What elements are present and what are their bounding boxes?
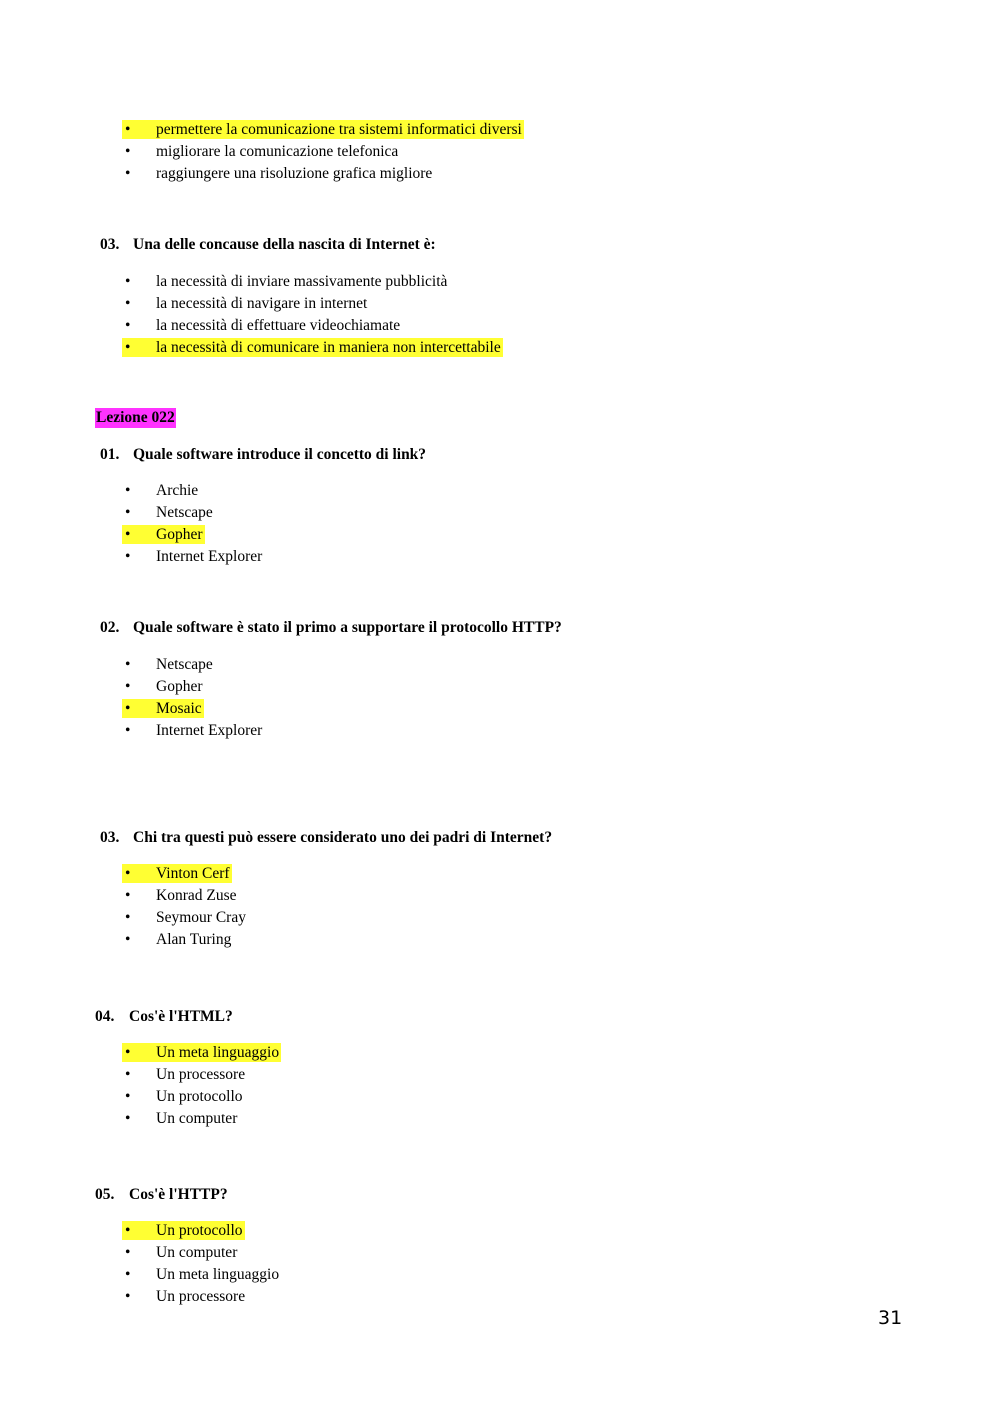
answer-option: [122, 928, 248, 950]
question-heading: [100, 234, 436, 256]
option-text: Gopher: [156, 525, 203, 543]
bullet-icon: •: [125, 699, 131, 717]
bullet-icon: •: [125, 721, 131, 739]
answer-option: [122, 545, 264, 567]
answer-option-highlighted: [122, 697, 264, 719]
question-number: 03.: [100, 236, 120, 253]
option-mark: [122, 338, 503, 357]
bullet-icon: •: [125, 481, 131, 499]
bullet-icon: •: [125, 338, 131, 356]
option-mark: [122, 655, 215, 674]
bullet-icon: •: [125, 294, 131, 312]
answer-option: [122, 1107, 281, 1129]
option-text: Un processore: [156, 1065, 246, 1083]
bullet-icon: •: [125, 164, 131, 182]
answer-option: [122, 653, 264, 675]
answer-list: [122, 118, 524, 184]
answer-option: [122, 675, 264, 697]
answer-option: [122, 270, 503, 292]
answer-list: [122, 1041, 281, 1129]
option-text: raggiungere una risoluzione grafica migliore: [156, 164, 433, 182]
answer-option: [122, 1285, 281, 1307]
bullet-icon: •: [125, 1265, 131, 1283]
option-mark: [122, 864, 232, 883]
question-text: Quale software è stato il primo a supportare il protocollo HTTP?: [133, 619, 562, 636]
option-text: Seymour Cray: [156, 908, 246, 926]
answer-list: [122, 1219, 281, 1307]
answer-option: [122, 1241, 281, 1263]
answer-option: [122, 162, 524, 184]
answer-list: [122, 270, 503, 358]
question-heading: [95, 1006, 233, 1028]
option-text: Internet Explorer: [156, 721, 263, 739]
question-number: 04.: [95, 1008, 115, 1025]
answer-option-highlighted: [122, 118, 524, 140]
option-mark: [122, 294, 369, 313]
question-number: 03.: [100, 829, 120, 846]
option-mark: [122, 142, 400, 161]
bullet-icon: •: [125, 1065, 131, 1083]
option-mark: [122, 930, 233, 949]
option-text: Gopher: [156, 677, 203, 695]
bullet-icon: •: [125, 120, 131, 138]
question-number: 02.: [100, 619, 120, 636]
bullet-icon: •: [125, 930, 131, 948]
option-mark: [122, 677, 205, 696]
page-number: 31: [878, 1307, 903, 1329]
option-mark: [122, 120, 524, 139]
option-text: Un meta linguaggio: [156, 1043, 280, 1061]
option-mark: [122, 721, 264, 740]
answer-option: [122, 719, 264, 741]
option-text: Un computer: [156, 1109, 238, 1127]
bullet-icon: •: [125, 677, 131, 695]
answer-option: [122, 1063, 281, 1085]
option-text: permettere la comunicazione tra sistemi informatici diversi: [156, 120, 522, 138]
option-mark: [122, 272, 449, 291]
option-text: Un protocollo: [156, 1221, 243, 1239]
answer-option-highlighted: [122, 862, 248, 884]
answer-option: [122, 1263, 281, 1285]
option-text: Un computer: [156, 1243, 238, 1261]
answer-option-highlighted: [122, 336, 503, 358]
answer-list: [122, 479, 264, 567]
answer-option-highlighted: [122, 523, 264, 545]
question-number: 01.: [100, 446, 120, 463]
option-text: Archie: [156, 481, 199, 499]
option-text: la necessità di effettuare videochiamate: [156, 316, 401, 334]
option-mark: [122, 316, 402, 335]
question-heading: [100, 617, 562, 639]
option-text: la necessità di navigare in internet: [156, 294, 368, 312]
question-number: 05.: [95, 1186, 115, 1203]
bullet-icon: •: [125, 1287, 131, 1305]
bullet-icon: •: [125, 525, 131, 543]
option-mark: [122, 503, 215, 522]
question-text: Cos'è l'HTML?: [129, 1008, 233, 1025]
answer-option: [122, 140, 524, 162]
answer-option: [122, 906, 248, 928]
bullet-icon: •: [125, 1243, 131, 1261]
option-text: Vinton Cerf: [156, 864, 230, 882]
answer-list: [122, 653, 264, 741]
bullet-icon: •: [125, 655, 131, 673]
answer-option: [122, 884, 248, 906]
bullet-icon: •: [125, 1221, 131, 1239]
answer-option: [122, 292, 503, 314]
answer-option: [122, 479, 264, 501]
option-mark: [122, 1287, 247, 1306]
option-text: Netscape: [156, 655, 213, 673]
bullet-icon: •: [125, 908, 131, 926]
question-text: Chi tra questi può essere considerato uno dei padri di Internet?: [133, 829, 553, 846]
option-text: la necessità di comunicare in maniera non intercettabile: [156, 338, 501, 356]
option-mark: [122, 164, 434, 183]
option-text: migliorare la comunicazione telefonica: [156, 142, 399, 160]
question-heading: [100, 444, 426, 466]
bullet-icon: •: [125, 503, 131, 521]
option-text: la necessità di inviare massivamente pubblicità: [156, 272, 448, 290]
option-mark: [122, 547, 264, 566]
option-mark: [122, 1243, 239, 1262]
option-text: Internet Explorer: [156, 547, 263, 565]
bullet-icon: •: [125, 316, 131, 334]
question-text: Quale software introduce il concetto di link?: [133, 446, 427, 463]
option-mark: [122, 1265, 281, 1284]
question-heading: [95, 1184, 228, 1206]
option-mark: [122, 525, 205, 544]
option-text: Mosaic: [156, 699, 202, 717]
option-mark: [122, 908, 248, 927]
option-text: Un meta linguaggio: [156, 1265, 280, 1283]
answer-option-highlighted: [122, 1041, 281, 1063]
option-text: Un protocollo: [156, 1087, 243, 1105]
question-heading: [100, 827, 552, 849]
answer-option: [122, 314, 503, 336]
option-text: Netscape: [156, 503, 213, 521]
option-mark: [122, 481, 200, 500]
bullet-icon: •: [125, 886, 131, 904]
answer-option: [122, 1085, 281, 1107]
bullet-icon: •: [125, 1043, 131, 1061]
answer-option-highlighted: [122, 1219, 281, 1241]
bullet-icon: •: [125, 864, 131, 882]
option-mark: [122, 1065, 247, 1084]
option-mark: [122, 1087, 245, 1106]
answer-list: [122, 862, 248, 950]
option-mark: [122, 1043, 281, 1062]
option-mark: [122, 886, 239, 905]
bullet-icon: •: [125, 1087, 131, 1105]
option-text: Alan Turing: [156, 930, 232, 948]
option-mark: [122, 1221, 245, 1240]
option-mark: [122, 699, 204, 718]
bullet-icon: •: [125, 1109, 131, 1127]
question-text: Cos'è l'HTTP?: [129, 1186, 228, 1203]
option-mark: [122, 1109, 239, 1128]
question-text: Una delle concause della nascita di Internet è:: [133, 236, 436, 253]
bullet-icon: •: [125, 272, 131, 290]
answer-option: [122, 501, 264, 523]
bullet-icon: •: [125, 547, 131, 565]
option-text: Un processore: [156, 1287, 246, 1305]
bullet-icon: •: [125, 142, 131, 160]
lesson-title: Lezione 022: [96, 409, 175, 426]
option-text: Konrad Zuse: [156, 886, 237, 904]
